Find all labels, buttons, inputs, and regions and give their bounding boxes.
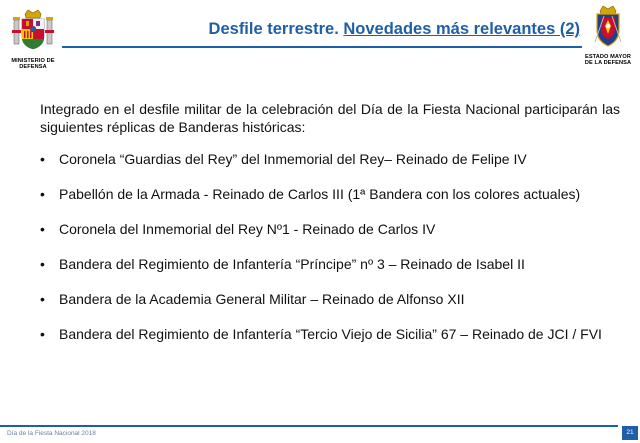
bullet-icon: • <box>40 256 45 272</box>
ministry-caption-line1: MINISTERIO DE <box>11 58 55 64</box>
bullet-icon: • <box>40 151 45 167</box>
list-item <box>40 256 620 273</box>
ministry-caption-line2: DEFENSA <box>19 64 47 71</box>
ministry-logo <box>6 8 60 71</box>
page-title <box>150 20 580 39</box>
bullet-icon: • <box>40 186 45 202</box>
list-item <box>40 186 620 203</box>
spain-coat-of-arms-icon <box>11 8 55 52</box>
list-item <box>40 221 620 238</box>
title-part2: Novedades más relevantes (2) <box>343 20 580 38</box>
bullet-icon: • <box>40 326 45 342</box>
list-item-text: Coronela “Guardias del Rey” del Inmemorial del Rey– Reinado de Felipe IV <box>59 151 527 167</box>
footer-divider <box>0 425 618 427</box>
flag-list <box>40 151 620 361</box>
list-item-text: Pabellón de la Armada - Reinado de Carlos III (1ª Bandera con los colores actuales) <box>59 186 581 202</box>
list-item-text: Bandera de la Academia General Militar – Reinado de Alfonso XII <box>59 291 465 307</box>
list-item <box>40 326 620 343</box>
list-item-text: Coronela del Inmemorial del Rey Nº1 - Reinado de Carlos IV <box>59 221 436 237</box>
defense-staff-logo <box>580 4 636 67</box>
defense-staff-caption-line2: DE LA DEFENSA <box>584 60 632 67</box>
list-item <box>40 151 620 168</box>
list-item-text: Bandera del Regimiento de Infantería “Tercio Viejo de Sicilia” 67 – Reinado de JCI / FVI <box>59 326 602 342</box>
list-item <box>40 291 620 308</box>
defense-staff-emblem-icon <box>591 4 625 48</box>
title-part1: Desfile terrestre. <box>208 20 344 38</box>
footer-text: Día de la Fiesta Nacional 2018 <box>7 430 96 437</box>
defense-staff-caption-line1: ESTADO MAYOR <box>585 54 631 60</box>
bullet-icon: • <box>40 221 45 237</box>
page-number: 21 <box>622 426 638 440</box>
list-item-text: Bandera del Regimiento de Infantería “Príncipe” nº 3 – Reinado de Isabel II <box>59 256 525 272</box>
intro-paragraph: Integrado en el desfile militar de la celebración del Día de la Fiesta Nacional participarán las siguientes réplicas de Banderas históricas: <box>40 101 620 135</box>
title-underline-bar <box>62 46 582 48</box>
bullet-icon: • <box>40 291 45 307</box>
